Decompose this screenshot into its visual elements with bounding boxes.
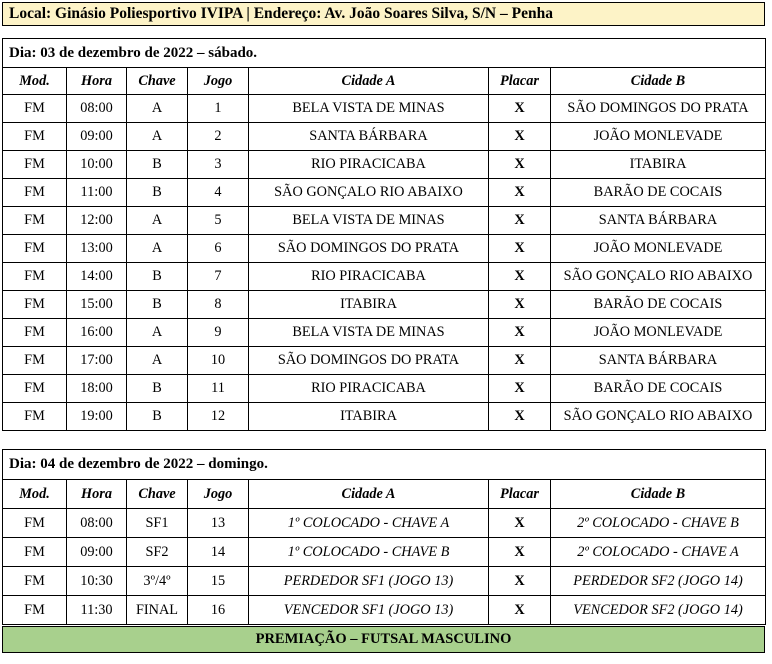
cell-placar: X bbox=[489, 375, 551, 403]
cell-chave: A bbox=[127, 347, 188, 375]
cell-jogo: 14 bbox=[188, 538, 249, 567]
col-header-cidade-b: Cidade B bbox=[551, 68, 766, 95]
cell-hora: 19:00 bbox=[67, 403, 127, 431]
cell-jogo: 9 bbox=[188, 319, 249, 347]
cell-chave: 3º/4º bbox=[127, 567, 188, 596]
table-row bbox=[3, 319, 766, 347]
cell-hora: 11:30 bbox=[67, 596, 127, 625]
cell-cidade-a: SÃO GONÇALO RIO ABAIXO bbox=[249, 179, 489, 207]
cell-placar: X bbox=[489, 538, 551, 567]
col-header-placar: Placar bbox=[489, 480, 551, 509]
cell-placar: X bbox=[489, 263, 551, 291]
cell-cidade-b: ITABIRA bbox=[551, 151, 766, 179]
table-row bbox=[3, 596, 766, 625]
cell-chave: B bbox=[127, 291, 188, 319]
cell-cidade-a: SÃO DOMINGOS DO PRATA bbox=[249, 347, 489, 375]
table-row bbox=[3, 291, 766, 319]
cell-jogo: 8 bbox=[188, 291, 249, 319]
cell-cidade-b: SANTA BÁRBARA bbox=[551, 347, 766, 375]
col-header-cidade-a: Cidade A bbox=[249, 480, 489, 509]
cell-cidade-a: RIO PIRACICABA bbox=[249, 263, 489, 291]
cell-chave: SF2 bbox=[127, 538, 188, 567]
cell-hora: 09:00 bbox=[67, 538, 127, 567]
schedule-table-day1 bbox=[2, 38, 766, 431]
col-header-mod: Mod. bbox=[3, 480, 67, 509]
col-header-mod: Mod. bbox=[3, 68, 67, 95]
cell-cidade-a: BELA VISTA DE MINAS bbox=[249, 207, 489, 235]
cell-mod: FM bbox=[3, 538, 67, 567]
table-row bbox=[3, 567, 766, 596]
cell-cidade-b: JOÃO MONLEVADE bbox=[551, 123, 766, 151]
cell-mod: FM bbox=[3, 151, 67, 179]
cell-chave: B bbox=[127, 179, 188, 207]
cell-placar: X bbox=[489, 509, 551, 538]
cell-cidade-b: SANTA BÁRBARA bbox=[551, 207, 766, 235]
cell-cidade-b: BARÃO DE COCAIS bbox=[551, 179, 766, 207]
location-address: Endereço: Av. João Soares Silva, S/N – Penha bbox=[253, 5, 553, 22]
cell-cidade-b: JOÃO MONLEVADE bbox=[551, 235, 766, 263]
table-row bbox=[3, 403, 766, 431]
table-row bbox=[3, 509, 766, 538]
cell-cidade-a: RIO PIRACICABA bbox=[249, 375, 489, 403]
cell-mod: FM bbox=[3, 596, 67, 625]
cell-mod: FM bbox=[3, 123, 67, 151]
cell-cidade-a: SÃO DOMINGOS DO PRATA bbox=[249, 235, 489, 263]
cell-jogo: 3 bbox=[188, 151, 249, 179]
cell-placar: X bbox=[489, 567, 551, 596]
cell-cidade-b: PERDEDOR SF2 (JOGO 14) bbox=[551, 567, 766, 596]
cell-mod: FM bbox=[3, 235, 67, 263]
cell-hora: 10:00 bbox=[67, 151, 127, 179]
cell-cidade-b: SÃO DOMINGOS DO PRATA bbox=[551, 95, 766, 123]
cell-cidade-b: BARÃO DE COCAIS bbox=[551, 291, 766, 319]
cell-hora: 14:00 bbox=[67, 263, 127, 291]
cell-placar: X bbox=[489, 95, 551, 123]
table-row bbox=[3, 95, 766, 123]
cell-placar: X bbox=[489, 179, 551, 207]
cell-mod: FM bbox=[3, 263, 67, 291]
cell-mod: FM bbox=[3, 207, 67, 235]
cell-hora: 09:00 bbox=[67, 123, 127, 151]
cell-jogo: 5 bbox=[188, 207, 249, 235]
cell-cidade-a: ITABIRA bbox=[249, 291, 489, 319]
table-row bbox=[3, 263, 766, 291]
cell-hora: 10:30 bbox=[67, 567, 127, 596]
cell-cidade-a: SANTA BÁRBARA bbox=[249, 123, 489, 151]
cell-chave: B bbox=[127, 375, 188, 403]
cell-mod: FM bbox=[3, 95, 67, 123]
cell-jogo: 15 bbox=[188, 567, 249, 596]
cell-cidade-a: 1º COLOCADO - CHAVE A bbox=[249, 509, 489, 538]
cell-mod: FM bbox=[3, 179, 67, 207]
cell-cidade-b: BARÃO DE COCAIS bbox=[551, 375, 766, 403]
col-header-jogo: Jogo bbox=[188, 480, 249, 509]
cell-cidade-a: PERDEDOR SF1 (JOGO 13) bbox=[249, 567, 489, 596]
cell-placar: X bbox=[489, 291, 551, 319]
cell-chave: B bbox=[127, 151, 188, 179]
cell-jogo: 11 bbox=[188, 375, 249, 403]
cell-hora: 13:00 bbox=[67, 235, 127, 263]
cell-jogo: 4 bbox=[188, 179, 249, 207]
cell-chave: FINAL bbox=[127, 596, 188, 625]
col-header-cidade-a: Cidade A bbox=[249, 68, 489, 95]
col-header-jogo: Jogo bbox=[188, 68, 249, 95]
cell-cidade-b: 2º COLOCADO - CHAVE B bbox=[551, 509, 766, 538]
cell-chave: A bbox=[127, 123, 188, 151]
cell-chave: A bbox=[127, 95, 188, 123]
col-header-hora: Hora bbox=[67, 480, 127, 509]
cell-hora: 08:00 bbox=[67, 509, 127, 538]
table-row bbox=[3, 207, 766, 235]
cell-jogo: 13 bbox=[188, 509, 249, 538]
table-row bbox=[3, 235, 766, 263]
cell-mod: FM bbox=[3, 319, 67, 347]
cell-mod: FM bbox=[3, 347, 67, 375]
table-row bbox=[3, 538, 766, 567]
cell-placar: X bbox=[489, 123, 551, 151]
col-header-hora: Hora bbox=[67, 68, 127, 95]
cell-jogo: 7 bbox=[188, 263, 249, 291]
location-separator: | bbox=[246, 5, 250, 22]
cell-mod: FM bbox=[3, 567, 67, 596]
cell-jogo: 10 bbox=[188, 347, 249, 375]
day2-header-row bbox=[3, 480, 766, 509]
cell-cidade-a: ITABIRA bbox=[249, 403, 489, 431]
cell-jogo: 2 bbox=[188, 123, 249, 151]
cell-placar: X bbox=[489, 347, 551, 375]
col-header-placar: Placar bbox=[489, 68, 551, 95]
col-header-chave: Chave bbox=[127, 68, 188, 95]
table-row bbox=[3, 375, 766, 403]
cell-cidade-b: JOÃO MONLEVADE bbox=[551, 319, 766, 347]
schedule-table-day2 bbox=[2, 449, 766, 625]
cell-placar: X bbox=[489, 319, 551, 347]
cell-mod: FM bbox=[3, 291, 67, 319]
cell-cidade-b: SÃO GONÇALO RIO ABAIXO bbox=[551, 263, 766, 291]
cell-cidade-a: BELA VISTA DE MINAS bbox=[249, 319, 489, 347]
cell-hora: 08:00 bbox=[67, 95, 127, 123]
cell-cidade-a: 1º COLOCADO - CHAVE B bbox=[249, 538, 489, 567]
table-row bbox=[3, 179, 766, 207]
cell-placar: X bbox=[489, 151, 551, 179]
table-row bbox=[3, 347, 766, 375]
cell-chave: SF1 bbox=[127, 509, 188, 538]
cell-placar: X bbox=[489, 596, 551, 625]
awards-banner: PREMIAÇÃO – FUTSAL MASCULINO bbox=[2, 626, 765, 653]
cell-chave: A bbox=[127, 235, 188, 263]
cell-chave: A bbox=[127, 207, 188, 235]
cell-cidade-a: VENCEDOR SF1 (JOGO 13) bbox=[249, 596, 489, 625]
cell-jogo: 1 bbox=[188, 95, 249, 123]
cell-placar: X bbox=[489, 403, 551, 431]
day1-title: Dia: 03 de dezembro de 2022 – sábado. bbox=[3, 39, 766, 68]
cell-chave: A bbox=[127, 319, 188, 347]
table-row bbox=[3, 151, 766, 179]
cell-hora: 18:00 bbox=[67, 375, 127, 403]
day1-header-row bbox=[3, 68, 766, 95]
cell-hora: 11:00 bbox=[67, 179, 127, 207]
day2-title: Dia: 04 de dezembro de 2022 – domingo. bbox=[3, 450, 766, 480]
cell-hora: 12:00 bbox=[67, 207, 127, 235]
cell-hora: 17:00 bbox=[67, 347, 127, 375]
cell-cidade-a: BELA VISTA DE MINAS bbox=[249, 95, 489, 123]
cell-jogo: 12 bbox=[188, 403, 249, 431]
col-header-chave: Chave bbox=[127, 480, 188, 509]
cell-chave: B bbox=[127, 403, 188, 431]
cell-hora: 16:00 bbox=[67, 319, 127, 347]
cell-hora: 15:00 bbox=[67, 291, 127, 319]
cell-jogo: 16 bbox=[188, 596, 249, 625]
table-row bbox=[3, 123, 766, 151]
cell-chave: B bbox=[127, 263, 188, 291]
cell-cidade-b: VENCEDOR SF2 (JOGO 14) bbox=[551, 596, 766, 625]
cell-placar: X bbox=[489, 235, 551, 263]
col-header-cidade-b: Cidade B bbox=[551, 480, 766, 509]
cell-cidade-b: SÃO GONÇALO RIO ABAIXO bbox=[551, 403, 766, 431]
cell-mod: FM bbox=[3, 403, 67, 431]
location-label: Local: Ginásio Poliesportivo IVIPA bbox=[9, 5, 243, 22]
cell-placar: X bbox=[489, 207, 551, 235]
cell-mod: FM bbox=[3, 509, 67, 538]
location-header bbox=[2, 2, 765, 26]
cell-mod: FM bbox=[3, 375, 67, 403]
cell-jogo: 6 bbox=[188, 235, 249, 263]
cell-cidade-b: 2º COLOCADO - CHAVE A bbox=[551, 538, 766, 567]
cell-cidade-a: RIO PIRACICABA bbox=[249, 151, 489, 179]
